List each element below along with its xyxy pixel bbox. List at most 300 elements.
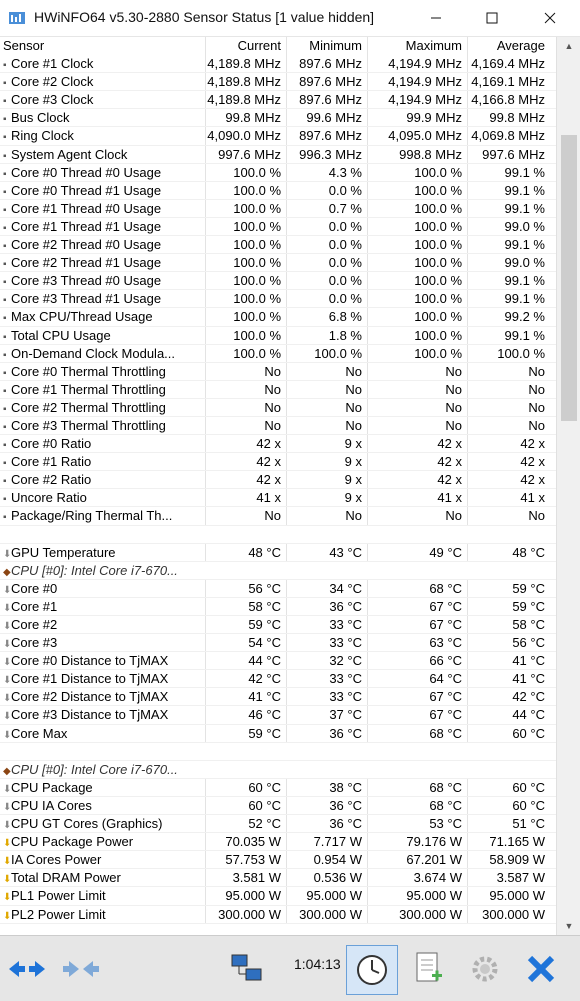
sensor-row[interactable]: [0, 797, 556, 815]
current-value: 42 x: [206, 453, 287, 470]
sensor-cell: [0, 272, 206, 289]
average-value: 4,069.8 MHz: [471, 128, 545, 144]
scroll-down-arrow-icon[interactable]: ▼: [564, 921, 574, 931]
sensor-cell: [0, 55, 206, 72]
average-value: 59 °C: [512, 580, 545, 596]
sensor-row[interactable]: [0, 363, 556, 381]
temp-sensor-icon: ⬇: [3, 657, 12, 669]
minimum-value: 897.6 MHz: [287, 91, 368, 108]
average-value: 997.6 MHz: [482, 146, 545, 162]
sensor-cell: [0, 616, 206, 633]
column-header-sensor[interactable]: Sensor: [0, 37, 206, 55]
title-bar: [0, 0, 580, 37]
usage-sensor-icon: ▪: [3, 331, 7, 343]
average-value: 60 °C: [512, 797, 545, 813]
current-value: 3.581 W: [206, 869, 287, 886]
sensor-row[interactable]: [0, 869, 556, 887]
sensor-row[interactable]: [0, 308, 556, 326]
average-value: 58.909 W: [489, 852, 545, 868]
sensor-row[interactable]: [0, 381, 556, 399]
average-value: 42 x: [520, 454, 545, 470]
usage-sensor-icon: ▪: [3, 313, 7, 325]
sensor-row[interactable]: [0, 290, 556, 308]
temp-sensor-icon: ⬇: [3, 675, 12, 687]
temp-sensor-icon: ⬇: [3, 602, 12, 614]
minimum-value: 32 °C: [287, 652, 368, 669]
bottom-toolbar: [0, 935, 580, 1001]
sensor-row[interactable]: [0, 652, 556, 670]
expand-columns-button[interactable]: [2, 945, 52, 993]
sensor-label: Core #0 Distance to TjMAX: [11, 653, 169, 669]
sensor-row[interactable]: [0, 164, 556, 182]
sensor-cell: [0, 109, 206, 126]
power-sensor-icon: ⬇: [3, 874, 12, 886]
sensor-row[interactable]: [0, 598, 556, 616]
minimum-value: 95.000 W: [287, 887, 368, 904]
average-value: 60 °C: [512, 779, 545, 795]
column-header-current[interactable]: Current: [206, 37, 287, 55]
sensor-cell: [0, 218, 206, 235]
sensor-row[interactable]: [0, 327, 556, 345]
maximum-value: 100.0 %: [368, 218, 468, 235]
sensor-row[interactable]: [0, 833, 556, 851]
sensor-row[interactable]: [0, 399, 556, 417]
minimum-value: 897.6 MHz: [287, 73, 368, 90]
power-sensor-icon: ⬇: [3, 856, 12, 868]
maximum-value: 100.0 %: [368, 164, 468, 181]
expand-arrows-icon: [7, 957, 47, 981]
log-file-button[interactable]: [404, 945, 454, 993]
clock-sensor-icon: ▪: [3, 132, 7, 144]
maximum-value: 100.0 %: [368, 308, 468, 325]
sensor-row[interactable]: [0, 182, 556, 200]
sensor-cell: [0, 580, 206, 597]
current-value: 100.0 %: [206, 164, 287, 181]
minimum-value: 33 °C: [287, 688, 368, 705]
sensor-table: [0, 37, 556, 935]
elapsed-time: 1:04:13: [294, 956, 341, 972]
sensor-row[interactable]: [0, 489, 556, 507]
maximum-value: 998.8 MHz: [368, 146, 468, 163]
sensor-label: Core #2 Thread #0 Usage: [11, 237, 162, 253]
current-value: 57.753 W: [206, 851, 287, 868]
current-value: 42 °C: [206, 670, 287, 687]
current-value: 52 °C: [206, 815, 287, 832]
close-x-icon: [526, 954, 556, 984]
column-header-average[interactable]: Average: [496, 38, 545, 53]
minimum-value: 1.8 %: [287, 327, 368, 344]
maximum-value: 4,194.9 MHz: [368, 73, 468, 90]
sensor-row[interactable]: [0, 725, 556, 743]
maximum-value: 67 °C: [368, 688, 468, 705]
cpu-group-icon: ◆: [3, 566, 11, 578]
current-value: 100.0 %: [206, 290, 287, 307]
average-value: 99.1 %: [504, 200, 545, 216]
usage-sensor-icon: ▪: [3, 259, 7, 271]
maximize-icon: [486, 12, 498, 24]
sensor-cell: [0, 146, 206, 163]
sensor-cell: [0, 435, 206, 452]
maximum-value: 100.0 %: [368, 327, 468, 344]
close-icon: [544, 12, 556, 24]
temp-sensor-icon: ⬇: [3, 783, 12, 795]
sensor-cell: [0, 815, 206, 832]
maximum-value: 64 °C: [368, 670, 468, 687]
average-value: 99.1 %: [504, 327, 545, 343]
sensor-label: Total CPU Usage: [11, 327, 111, 343]
average-value: No: [528, 508, 545, 524]
minimum-value: 36 °C: [287, 815, 368, 832]
sensor-label: CPU Package Power: [11, 834, 134, 850]
sensor-row[interactable]: [0, 471, 556, 489]
sensor-row[interactable]: [0, 851, 556, 869]
usage-sensor-icon: ▪: [3, 241, 7, 253]
current-value: No: [206, 381, 287, 398]
average-value: 99.1 %: [504, 291, 545, 307]
average-value: No: [528, 381, 545, 397]
current-value: 4,189.8 MHz: [206, 55, 287, 72]
sensor-row[interactable]: [0, 670, 556, 688]
sensor-cell: [0, 200, 206, 217]
current-value: No: [206, 363, 287, 380]
minimum-value: 6.8 %: [287, 308, 368, 325]
maximum-value: 53 °C: [368, 815, 468, 832]
sensor-row[interactable]: [0, 453, 556, 471]
sensor-label: PL2 Power Limit: [11, 906, 106, 922]
current-value: 42 x: [206, 435, 287, 452]
hwinfo-app-icon: [8, 9, 26, 27]
maximum-value: 100.0 %: [368, 345, 468, 362]
sensor-cell: [0, 725, 206, 742]
minimum-value: No: [287, 381, 368, 398]
power-sensor-icon: ⬇: [3, 910, 12, 922]
sensor-row[interactable]: [0, 544, 556, 562]
current-value: 56 °C: [206, 580, 287, 597]
settings-button[interactable]: [460, 945, 510, 993]
sensor-cell: [0, 670, 206, 687]
maximize-button[interactable]: [464, 0, 520, 36]
sensor-cell: [0, 254, 206, 271]
current-value: No: [206, 417, 287, 434]
power-sensor-icon: ⬇: [3, 892, 12, 904]
current-value: No: [206, 507, 287, 524]
average-value: No: [528, 363, 545, 379]
sensor-row[interactable]: [0, 580, 556, 598]
usage-sensor-icon: ▪: [3, 186, 7, 198]
gear-icon: [469, 953, 501, 985]
sensor-label: Core #1 Thread #0 Usage: [11, 200, 162, 216]
maximum-value: 67 °C: [368, 706, 468, 723]
minimum-value: 37 °C: [287, 706, 368, 723]
average-value: 99.1 %: [504, 164, 545, 180]
average-value: No: [528, 399, 545, 415]
close-window-button[interactable]: [522, 0, 578, 36]
current-value: 60 °C: [206, 797, 287, 814]
sensor-label: CPU GT Cores (Graphics): [11, 816, 163, 832]
sensor-label: Core #3 Thread #0 Usage: [11, 273, 162, 289]
sensor-row[interactable]: [0, 127, 556, 145]
maximum-value: No: [368, 417, 468, 434]
sensor-label: Core #0 Thermal Throttling: [11, 363, 166, 379]
sensor-cell: [0, 381, 206, 398]
minimum-value: 897.6 MHz: [287, 127, 368, 144]
sensor-row[interactable]: [0, 200, 556, 218]
current-value: 997.6 MHz: [206, 146, 287, 163]
average-value: 99.1 %: [504, 237, 545, 253]
sensor-label: Core #2: [11, 617, 58, 632]
sensor-cell: [0, 399, 206, 416]
temp-sensor-icon: ⬇: [3, 548, 12, 560]
sensor-label: IA Cores Power: [11, 852, 102, 868]
sensor-row[interactable]: [0, 616, 556, 634]
flag-sensor-icon: ▪: [3, 403, 7, 415]
sensor-row[interactable]: [0, 887, 556, 905]
sensor-label: Total DRAM Power: [11, 870, 121, 886]
group-label: CPU [#0]: Intel Core i7-670...: [11, 562, 178, 578]
scrollbar-thumb[interactable]: [561, 135, 577, 421]
average-value: 41 °C: [512, 671, 545, 687]
current-value: 100.0 %: [206, 345, 287, 362]
minimum-value: 100.0 %: [287, 345, 368, 362]
ratio-sensor-icon: ▪: [3, 494, 7, 506]
average-value: 58 °C: [512, 617, 545, 632]
temp-sensor-icon: ⬇: [3, 584, 12, 596]
sensor-row[interactable]: [0, 634, 556, 652]
minimum-value: 0.0 %: [287, 290, 368, 307]
sensor-row[interactable]: [0, 218, 556, 236]
maximum-value: 63 °C: [368, 634, 468, 651]
sensor-cell: [0, 507, 206, 524]
sensor-cell: [0, 127, 206, 144]
power-sensor-icon: ⬇: [3, 838, 12, 850]
current-value: 300.000 W: [206, 906, 287, 923]
network-button[interactable]: [222, 945, 272, 993]
maximum-value: 68 °C: [368, 725, 468, 742]
sensor-label: Core #1 Thermal Throttling: [11, 381, 166, 397]
maximum-value: 49 °C: [368, 544, 468, 561]
clock-sensor-icon: ▪: [3, 150, 7, 162]
sensor-cell: [0, 327, 206, 344]
sensor-label: Uncore Ratio: [11, 490, 87, 506]
sensor-label: Core #3 Clock: [11, 92, 94, 108]
maximum-value: 42 x: [368, 471, 468, 488]
clock-sensor-icon: ▪: [3, 78, 7, 90]
sensor-row[interactable]: [0, 906, 556, 924]
sensor-row[interactable]: [0, 91, 556, 109]
maximum-value: 100.0 %: [368, 200, 468, 217]
cpu-group-icon: ◆: [3, 765, 11, 777]
sensor-row[interactable]: [0, 272, 556, 290]
maximum-value: 42 x: [368, 453, 468, 470]
minimum-value: 9 x: [287, 435, 368, 452]
current-value: 95.000 W: [206, 887, 287, 904]
usage-sensor-icon: ▪: [3, 168, 7, 180]
maximum-value: 100.0 %: [368, 182, 468, 199]
temp-sensor-icon: ⬇: [3, 639, 12, 651]
maximum-value: No: [368, 507, 468, 524]
current-value: 4,090.0 MHz: [206, 127, 287, 144]
sensor-cell: [0, 869, 206, 886]
sensor-group-row[interactable]: [0, 761, 556, 779]
sensor-row[interactable]: [0, 706, 556, 724]
minimum-value: 996.3 MHz: [287, 146, 368, 163]
add-log-document-icon: [413, 951, 445, 987]
maximum-value: 95.000 W: [368, 887, 468, 904]
maximum-value: 66 °C: [368, 652, 468, 669]
average-value: 59 °C: [512, 598, 545, 614]
average-value: 42 x: [520, 436, 545, 452]
close-sensors-button[interactable]: [516, 945, 566, 993]
sensor-row[interactable]: [0, 815, 556, 833]
sensor-row[interactable]: [0, 507, 556, 525]
flag-sensor-icon: ▪: [3, 421, 7, 433]
flag-sensor-icon: ▪: [3, 512, 7, 524]
sensor-row[interactable]: [0, 254, 556, 272]
sensor-cell: [0, 851, 206, 868]
minimum-value: 0.7 %: [287, 200, 368, 217]
sensor-label: Core #3: [11, 635, 58, 651]
sensor-label: Core Max: [11, 725, 68, 741]
minimum-value: 0.0 %: [287, 236, 368, 253]
minimize-button[interactable]: [408, 0, 464, 36]
average-value: 4,169.4 MHz: [471, 56, 545, 72]
average-value: 71.165 W: [489, 834, 545, 850]
average-value: 41 °C: [512, 653, 545, 669]
average-value: 99.2 %: [504, 309, 545, 325]
minimum-value: 0.536 W: [287, 869, 368, 886]
sensor-label: Core #0: [11, 580, 58, 596]
temp-sensor-icon: ⬇: [3, 621, 12, 632]
sensor-label: Core #1: [11, 598, 58, 614]
sensor-row[interactable]: [0, 417, 556, 435]
sensor-row[interactable]: [0, 109, 556, 127]
maximum-value: 68 °C: [368, 797, 468, 814]
average-value: 42 x: [520, 472, 545, 488]
maximum-value: 67 °C: [368, 616, 468, 633]
minimum-value: 300.000 W: [287, 906, 368, 923]
maximum-value: 4,194.9 MHz: [368, 91, 468, 108]
sensor-label: Core #2 Thermal Throttling: [11, 399, 166, 415]
scroll-up-arrow-icon[interactable]: ▲: [564, 41, 574, 51]
current-value: 41 °C: [206, 688, 287, 705]
average-value: 48 °C: [512, 544, 545, 560]
sensor-label: CPU Package: [11, 779, 93, 795]
sensor-row[interactable]: [0, 146, 556, 164]
group-label: CPU [#0]: Intel Core i7-670...: [11, 761, 178, 777]
sensor-cell: [0, 779, 206, 796]
sensor-label: Core #3 Thread #1 Usage: [11, 291, 162, 307]
sensor-row[interactable]: [0, 236, 556, 254]
current-value: 60 °C: [206, 779, 287, 796]
flag-sensor-icon: ▪: [3, 385, 7, 397]
current-value: 42 x: [206, 471, 287, 488]
maximum-value: No: [368, 399, 468, 416]
average-value: 42 °C: [512, 689, 545, 705]
minimum-value: 38 °C: [287, 779, 368, 796]
current-value: 54 °C: [206, 634, 287, 651]
maximum-value: 79.176 W: [368, 833, 468, 850]
blank-row: [0, 743, 556, 761]
current-value: 100.0 %: [206, 254, 287, 271]
usage-sensor-icon: ▪: [3, 277, 7, 289]
sensor-label: On-Demand Clock Modula...: [11, 345, 176, 361]
average-value: 99.0 %: [504, 218, 545, 234]
sensor-cell: [0, 652, 206, 669]
minimum-value: 897.6 MHz: [287, 55, 368, 72]
clock-sensor-icon: ▪: [3, 114, 7, 126]
network-computers-icon: [229, 952, 265, 986]
minimum-value: No: [287, 363, 368, 380]
temp-sensor-icon: ⬇: [3, 711, 12, 723]
sensor-group-row[interactable]: [0, 562, 556, 580]
sensor-row[interactable]: [0, 345, 556, 363]
minimum-value: No: [287, 399, 368, 416]
sensor-label: Ring Clock: [11, 128, 74, 144]
minimum-value: 0.954 W: [287, 851, 368, 868]
column-header-maximum[interactable]: Maximum: [368, 37, 468, 55]
maximum-value: 42 x: [368, 435, 468, 452]
current-value: 100.0 %: [206, 182, 287, 199]
sensor-row[interactable]: [0, 73, 556, 91]
sensor-row[interactable]: [0, 55, 556, 73]
sensor-label: Core #1 Clock: [11, 56, 94, 72]
current-value: 44 °C: [206, 652, 287, 669]
sensor-row[interactable]: [0, 688, 556, 706]
average-value: 99.1 %: [504, 273, 545, 289]
sensor-cell: [0, 598, 206, 615]
sensor-cell: [0, 236, 206, 253]
vertical-scrollbar[interactable]: [556, 37, 580, 935]
average-value: 3.587 W: [496, 870, 545, 886]
collapse-columns-button[interactable]: [56, 945, 106, 993]
window-title: HWiNFO64 v5.30-2880 Sensor Status [1 value hidden]: [34, 9, 375, 25]
temp-sensor-icon: ⬇: [3, 693, 12, 705]
sensor-label: System Agent Clock: [11, 146, 128, 162]
minimum-value: 33 °C: [287, 670, 368, 687]
reset-timer-button[interactable]: [346, 945, 398, 995]
minimum-value: 0.0 %: [287, 254, 368, 271]
current-value: 59 °C: [206, 616, 287, 633]
minimum-value: 4.3 %: [287, 164, 368, 181]
minimum-value: No: [287, 417, 368, 434]
maximum-value: 100.0 %: [368, 236, 468, 253]
sensor-cell: [0, 833, 206, 850]
sensor-row[interactable]: [0, 435, 556, 453]
current-value: 100.0 %: [206, 218, 287, 235]
sensor-cell: [0, 544, 206, 561]
maximum-value: 3.674 W: [368, 869, 468, 886]
minimum-value: 7.717 W: [287, 833, 368, 850]
average-value: 99.1 %: [504, 182, 545, 198]
current-value: 100.0 %: [206, 327, 287, 344]
sensor-label: Core #3 Distance to TjMAX: [11, 707, 169, 723]
maximum-value: 99.9 MHz: [368, 109, 468, 126]
clock-icon: [355, 953, 389, 987]
maximum-value: No: [368, 381, 468, 398]
column-header-minimum[interactable]: Minimum: [287, 37, 368, 55]
sensor-cell: [0, 417, 206, 434]
usage-sensor-icon: ▪: [3, 349, 7, 361]
sensor-cell: [0, 906, 206, 923]
sensor-cell: [0, 308, 206, 325]
sensor-row[interactable]: [0, 779, 556, 797]
maximum-value: 300.000 W: [368, 906, 468, 923]
average-value: 60 °C: [512, 725, 545, 741]
sensor-cell: [0, 91, 206, 108]
minimum-value: 36 °C: [287, 598, 368, 615]
sensor-label: CPU IA Cores: [11, 797, 92, 813]
average-value: 4,169.1 MHz: [471, 74, 545, 90]
